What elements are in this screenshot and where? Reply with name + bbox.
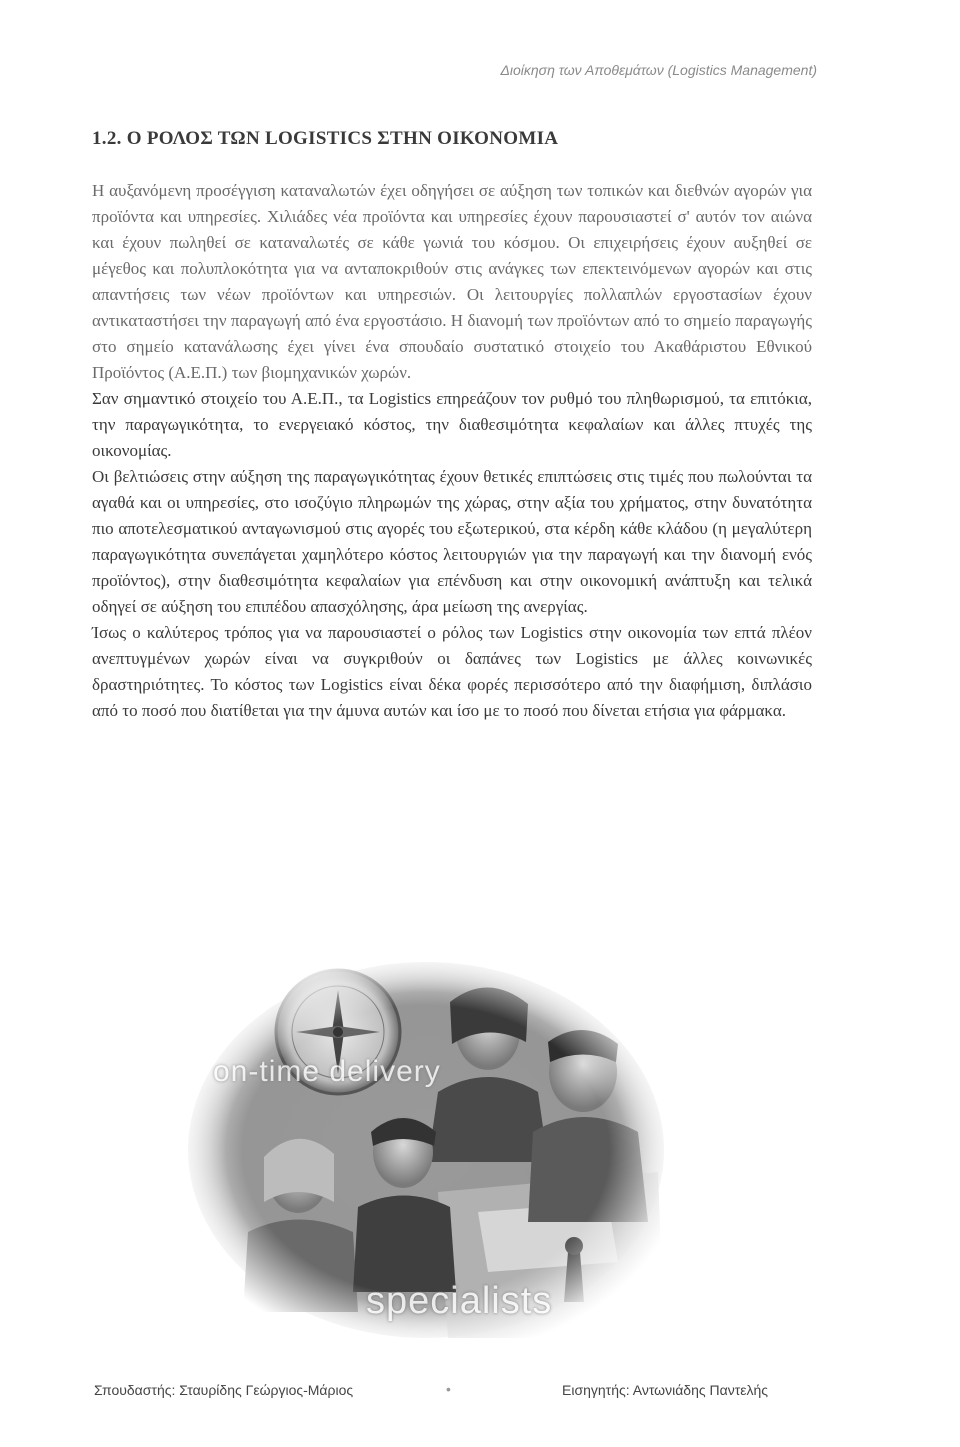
paragraph-4: Ίσως ο καλύτερος τρόπος για να παρουσιαστεί ο ρόλος των Logistics στην οικονομία των επτά πλέον ανεπτυγμένων χωρών είναι να συγκριθούν οι δαπάνες των Logistics με άλλες κοινωνικές δραστηριότητες. Το κόστος των Logistics είναι δέκα φορές περισσότερο από την διαφήμιση, διπλάσιο από το ποσό που διατίθεται για την άμυνα αυτών και ίσο με το ποσό που δίνεται ετήσια για φάρμακα. xyxy=(92,623,812,720)
body-text xyxy=(92,178,812,724)
section-title: 1.2. Ο ΡΟΛΟΣ ΤΩΝ LOGISTICS ΣΤΗΝ ΟΙΚΟΝΟΜΙΑ xyxy=(92,128,559,149)
paragraph-1: Η αυξανόμενη προσέγγιση καταναλωτών έχει οδηγήσει σε αύξηση των τοπικών και διεθνών αγορών για προϊόντα και υπηρεσίες. Χιλιάδες νέα προϊόντα και υπηρεσίες έχουν παρουσιαστεί σ' αυτόν τον αιώνα και έχουν πωληθεί σε καταναλωτές σε κάθε γωνιά του κόσμου. Οι επιχειρήσεις έχουν αυξηθεί σε μέγεθος και πολυπλοκότητα για να ανταποκριθούν στις ανάγκες των επεκτεινόμενων αγορών και στις απαντήσεις των νέων προϊόντων και υπηρεσιών. Οι λειτουργίες πολλαπλών εργοστασίων έχουν αντικαταστήσει την παραγωγή από ένα εργοστάσιο. Η διανομή των προϊόντων από το σημείο παραγωγής στο σημείο κατανάλωσης έχει γίνει ένα σπουδαίο συστατικό στοιχείο του Ακαθάριστου Εθνικού Προϊόντος (Α.Ε.Π.) των βιομηχανικών χωρών. xyxy=(92,181,812,382)
figure-overlay-top-text: on-time delivery xyxy=(213,1055,441,1088)
footer-supervisor: Εισηγητής: Αντωνιάδης Παντελής xyxy=(562,1382,769,1398)
footer-separator: • xyxy=(446,1381,451,1397)
figure-overlay-bottom-text: specialists xyxy=(366,1280,553,1322)
paragraph-2: Σαν σημαντικό στοιχείο του Α.Ε.Π., τα Logistics επηρεάζουν τον ρυθμό του πληθωρισμού, τα επιτόκια, την παραγωγικότητα, το ενεργειακό κόστος, την διαθεσιμότητα κεφαλαίων και άλλες πτυχές της οικονομίας. xyxy=(92,389,812,460)
footer-student: Σπουδαστής: Σταυρίδης Γεώργιος-Μάριος xyxy=(94,1382,354,1398)
logistics-collage-image xyxy=(188,962,664,1338)
paragraph-3: Οι βελτιώσεις στην αύξηση της παραγωγικότητας έχουν θετικές επιπτώσεις στις τιμές που πωλούνται τα αγαθά και οι υπηρεσίες, στο ισοζύγιο πληρωμών της χώρας, στην αξία του χρήματος, στην δυνατότητα πιο αποτελεσματικού ανταγωνισμού στις αγορές του εξωτερικού, στα κέρδη κάθε κλάδου (η μεγαλύτερη παραγωγικότητα συνεπάγεται χαμηλότερο κόστος λειτουργιών για την παραγωγή και την διανομή ενός προϊόντος), στην διαθεσιμότητα κεφαλαίων για επένδυση και στην οικονομική ανάπτυξη και τελικά οδηγεί σε αύξηση του επιπέδου απασχόλησης, άρα μείωση της ανεργίας. xyxy=(92,467,812,616)
running-header: Διοίκηση των Αποθεμάτων (Logistics Management) xyxy=(500,62,817,78)
